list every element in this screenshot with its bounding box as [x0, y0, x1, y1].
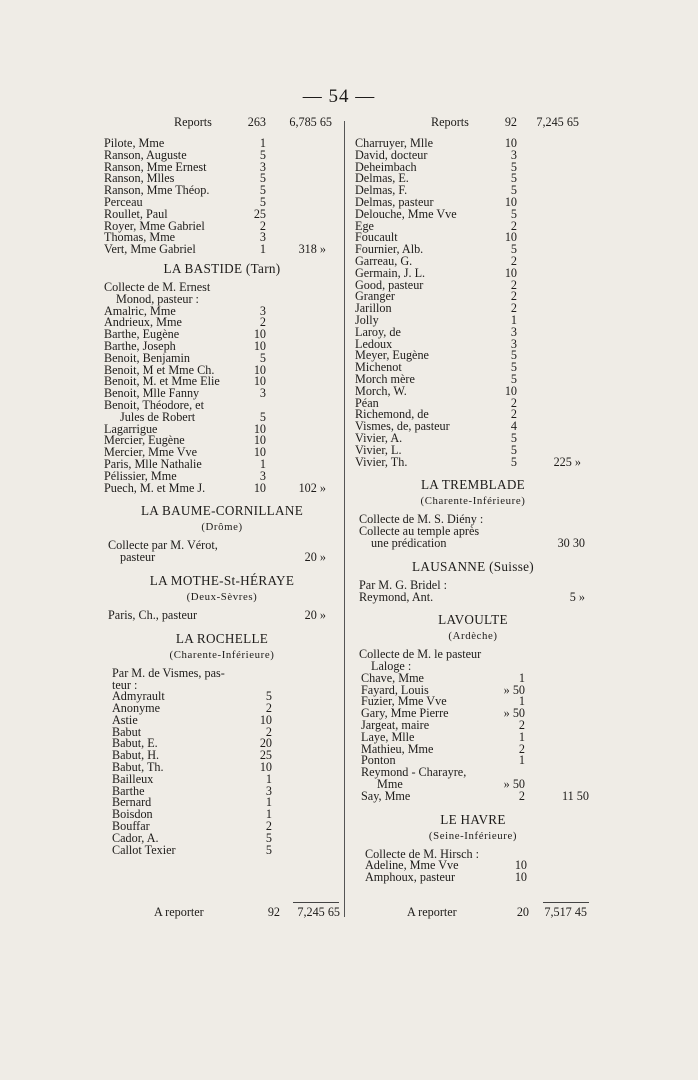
contributor-amount: 1: [518, 729, 525, 744]
page-number: — 54 —: [302, 86, 376, 107]
contributor-name: Say, Mme: [361, 788, 411, 803]
contributor-amount: 5: [510, 442, 517, 457]
contributor-row: [355, 383, 591, 398]
a-reporter-qty: 92: [267, 905, 280, 919]
contributor-name: Benoit, Théodore, et: [104, 397, 204, 412]
contributor-name: Delmas, F.: [355, 183, 408, 198]
collecte-line-row: [104, 552, 340, 564]
contributor-amount: 10: [253, 327, 266, 342]
a-reporter-qty: 20: [516, 905, 529, 919]
contributor-amount: 10: [504, 230, 517, 245]
contributor-amount: 2: [265, 819, 272, 834]
contributor-amount: 3: [259, 468, 266, 483]
contributor-name: Paris, Mlle Nathalie: [104, 456, 202, 471]
contributor-name: Fuzier, Mme Vve: [361, 694, 447, 709]
contributor-amount: 4: [510, 419, 517, 434]
contributor-row: [355, 788, 591, 803]
contributor-name: Puech, M. et Mme J.: [104, 480, 206, 495]
contributor-amount: 3: [510, 324, 517, 339]
contributor-name: Benoit, M et Mme Ch.: [104, 362, 215, 377]
contributor-name: Bailleux: [112, 771, 154, 786]
contributor-name: Thomas, Mme: [104, 230, 176, 245]
contributor-amount: 3: [259, 230, 266, 245]
contributor-name: Paris, Ch., pasteur: [108, 607, 198, 622]
collecte-line: Collecte de M. S. Diény :: [359, 512, 484, 527]
contributor-amount: 3: [265, 783, 272, 798]
amount-total: 20 »: [304, 607, 326, 622]
lavoulte-list: [355, 670, 591, 803]
contributor-amount: 5: [259, 147, 266, 162]
contributor-name: Vert, Mme Gabriel: [104, 242, 196, 257]
contributor-amount: 3: [510, 147, 517, 162]
contributor-name: Mercier, Mme Vve: [104, 445, 198, 460]
contributor-amount: 25: [259, 748, 272, 763]
contributor-amount: 5: [510, 371, 517, 386]
contributor-name: Cador, A.: [112, 830, 159, 845]
contributor-amount: 3: [259, 159, 266, 174]
contributor-name: Callot Texier: [112, 842, 176, 857]
intro-line: teur :: [112, 677, 138, 692]
contributor-name: Ranson, Mme Théop.: [104, 183, 210, 198]
contributor-name: Mercier, Eugène: [104, 433, 185, 448]
contributor-amount: 5: [259, 409, 266, 424]
contributor-amount: 10: [253, 374, 266, 389]
collecte-line: Collecte au temple après: [359, 524, 480, 539]
contributor-name: Babut, Th.: [112, 760, 164, 775]
contributor-name: Barthe, Eugène: [104, 327, 180, 342]
section-subtitle: (Seine-Inférieure): [428, 829, 518, 842]
contributor-name: Anonyme: [112, 701, 161, 716]
contributor-name: Vivier, Th.: [355, 454, 408, 469]
section-subtitle: (Charente-Inférieure): [169, 648, 275, 661]
contributor-amount: 5: [259, 183, 266, 198]
contributor-name: Boisdon: [112, 807, 153, 822]
contributor-amount: 10: [504, 265, 517, 280]
contributor-name: Barthe: [112, 783, 145, 798]
contributor-name: Vivier, A.: [355, 430, 403, 445]
contributor-name: Pilote, Mme: [104, 136, 165, 150]
amount-total: 20 »: [304, 550, 326, 565]
right-footer: [355, 905, 591, 921]
a-reporter-label: A reporter: [407, 905, 457, 919]
left-contributor-list: [104, 138, 340, 256]
contributor-name: Ponton: [361, 753, 396, 768]
contributor-name: Granger: [355, 289, 395, 304]
contributor-amount: 5: [259, 171, 266, 186]
contributor-name: Jules de Robert: [120, 409, 196, 424]
contributor-name: Fayard, Louis: [361, 682, 429, 697]
la-bastide-list: [104, 303, 340, 495]
contributor-name: Jolly: [355, 312, 379, 327]
contributor-name: Gary, Mme Pierre: [361, 706, 449, 721]
contributor-name: Benoit, Benjamin: [104, 350, 190, 365]
contributor-amount: 1: [518, 670, 525, 685]
contributor-name: Delmas, E.: [355, 171, 409, 186]
contributor-amount: 3: [259, 303, 266, 318]
contributor-amount: 10: [514, 870, 527, 885]
contributor-amount: 1: [265, 795, 272, 810]
a-reporter-total: 7,245 65: [297, 905, 340, 919]
contributor-amount: 2: [510, 253, 517, 268]
contributor-name: Delouche, Mme Vve: [355, 206, 457, 221]
contributor-amount: 20: [259, 736, 272, 751]
contributor-row: [104, 842, 340, 857]
contributor-row: [355, 206, 591, 221]
contributor-amount: 5: [510, 183, 517, 198]
contributor-name: Ranson, Mme Ernest: [104, 159, 207, 174]
intro-line: Collecte de M. Hirsch :: [365, 846, 480, 861]
contributor-amount: 10: [514, 858, 527, 873]
collecte-line: Par M. G. Bridel :: [359, 577, 448, 592]
contributor-name: Pélissier, Mme: [104, 468, 177, 483]
a-reporter-total: 7,517 45: [544, 905, 587, 919]
left-footer: [104, 905, 340, 921]
contributor-amount: 5: [510, 454, 517, 469]
contributor-amount: 1: [259, 456, 266, 471]
contributor-amount: 5: [510, 159, 517, 174]
contributor-name: Astie: [112, 712, 138, 727]
intro-line: Collecte de M. Ernest: [104, 279, 211, 294]
contributor-amount: 5: [510, 360, 517, 375]
contributor-amount: 10: [259, 760, 272, 775]
contributor-row: [104, 480, 340, 495]
intro-line: Laloge :: [371, 659, 412, 674]
contributor-name: Morch, W.: [355, 383, 407, 398]
contributor-name: Bernard: [112, 795, 152, 810]
contributor-amount: 5: [510, 171, 517, 186]
contributor-amount: 1: [518, 753, 525, 768]
section-subtitle: (Deux-Sèvres): [186, 590, 258, 603]
contributor-amount: 5: [265, 689, 272, 704]
contributor-amount: 1: [265, 807, 272, 822]
collecte-line-row: [355, 535, 591, 550]
contributor-row: [104, 244, 340, 256]
contributor-name: Meyer, Eugène: [355, 348, 429, 363]
contributor-name: Reymond - Charayre,: [361, 765, 467, 780]
contributor-amount: 1: [510, 312, 517, 327]
right-column: [355, 117, 591, 884]
contributor-name: Roullet, Paul: [104, 206, 168, 221]
section-title-lavoulte: LAVOULTE: [438, 612, 508, 628]
contributor-name: Mme: [377, 777, 403, 792]
contributor-row: [355, 872, 591, 884]
contributor-amount: 5: [510, 430, 517, 445]
contributor-row: [355, 589, 591, 604]
right-reports-header: [355, 117, 591, 133]
section-title-la-tremblade: LA TREMBLADE: [420, 477, 526, 493]
contributor-name: Morch mère: [355, 371, 415, 386]
contributor-name: Péan: [355, 395, 379, 410]
contributor-amount: » 50: [503, 682, 525, 697]
section-title-lausanne: LAUSANNE (Suisse): [412, 558, 534, 574]
contributor-amount: 2: [510, 301, 517, 316]
contributor-name: Germain, J. L.: [355, 265, 426, 280]
right-contributor-list: [355, 138, 591, 468]
right-reports-qty: 92: [504, 115, 517, 129]
footer-rule: [293, 902, 339, 903]
contributor-amount: 10: [253, 421, 266, 436]
contributor-amount: 2: [510, 289, 517, 304]
right-reports-total: 7,245 65: [536, 115, 579, 129]
contributor-amount: 5: [510, 348, 517, 363]
contributor-name: Foucault: [355, 230, 398, 245]
left-reports-qty: 263: [247, 115, 266, 129]
contributor-amount: 2: [259, 315, 266, 330]
la-rochelle-list: [104, 691, 340, 856]
contributor-row: [355, 303, 591, 315]
contributor-name: Ranson, Auguste: [104, 147, 187, 162]
contributor-row: [104, 703, 340, 715]
collecte-line: Collecte par M. Vérot,: [108, 538, 218, 553]
contributor-name: Lagarrigue: [104, 421, 158, 436]
contributor-amount: 2: [518, 788, 525, 803]
section-subtitle: (Charente-Inférieure): [420, 495, 526, 508]
contributor-amount: 10: [259, 712, 272, 727]
left-reports-header: [104, 117, 340, 133]
contributor-name: Garreau, G.: [355, 253, 413, 268]
contributor-name: Ege: [355, 218, 374, 233]
contributor-name: Bouffar: [112, 819, 150, 834]
contributor-amount: 10: [253, 445, 266, 460]
contributor-name: Richemond, de: [355, 407, 429, 422]
amount-total: 5 »: [569, 589, 585, 604]
contributor-amount: 2: [265, 701, 272, 716]
contributor-name: Laroy, de: [355, 324, 401, 339]
contributor-name: Babut, E.: [112, 736, 158, 751]
column-divider: [344, 121, 345, 917]
contributor-amount: 3: [259, 386, 266, 401]
subtotal-amount: 102 »: [298, 480, 326, 495]
footer-rule: [543, 902, 589, 903]
contributor-amount: 1: [518, 694, 525, 709]
contributor-amount: 5: [510, 242, 517, 257]
contributor-amount: 1: [259, 242, 266, 257]
contributor-amount: 25: [253, 206, 266, 221]
contributor-amount: 5: [265, 830, 272, 845]
contributor-amount: 10: [504, 194, 517, 209]
subtotal-amount: 318 »: [298, 242, 326, 257]
intro-line: Collecte de M. le pasteur: [359, 647, 482, 662]
contributor-name: Andrieux, Mme: [104, 315, 182, 330]
contributor-amount: » 50: [503, 777, 525, 792]
contributor-name: Chave, Mme: [361, 670, 424, 685]
contributor-name: Jargeat, maire: [361, 718, 430, 733]
contributor-name: Admyrault: [112, 689, 165, 704]
contributor-amount: 10: [253, 338, 266, 353]
contributor-row: [104, 607, 340, 622]
a-reporter-label: A reporter: [154, 905, 204, 919]
section-title-la-bastide: LA BASTIDE (Tarn): [163, 260, 281, 276]
contributor-name: Laye, Mlle: [361, 729, 415, 744]
intro-line: Par M. de Vismes, pas-: [112, 665, 225, 680]
contributor-name: Michenot: [355, 360, 402, 375]
contributor-name: Deheimbach: [355, 159, 417, 174]
contributor-amount: 2: [259, 218, 266, 233]
contributor-amount: 5: [510, 206, 517, 221]
contributor-amount: 1: [259, 136, 266, 150]
section-title-la-mothe: LA MOTHE-St-HÉRAYE: [149, 572, 295, 588]
left-reports-label: Reports: [174, 115, 212, 129]
contributor-name: Reymond, Ant.: [359, 589, 434, 604]
contributor-name: Good, pasteur: [355, 277, 424, 292]
left-reports-total: 6,785 65: [289, 115, 332, 129]
right-reports-label: Reports: [431, 115, 469, 129]
contributor-amount: 1: [265, 771, 272, 786]
contributor-amount: » 50: [503, 706, 525, 721]
contributor-amount: 10: [504, 136, 517, 150]
subtotal-amount: 225 »: [553, 454, 581, 469]
contributor-amount: 5: [265, 842, 272, 857]
amount-total: 30 30: [557, 535, 585, 550]
contributor-name: Ranson, Mlles: [104, 171, 175, 186]
contributor-name: Mathieu, Mme: [361, 741, 434, 756]
left-column: [104, 117, 340, 856]
contributor-name: Vivier, L.: [355, 442, 402, 457]
contributor-name: Fournier, Alb.: [355, 242, 424, 257]
contributor-name: Vismes, de, pasteur: [355, 419, 450, 434]
contributor-amount: 2: [510, 407, 517, 422]
contributor-name: Barthe, Joseph: [104, 338, 176, 353]
contributor-amount: 2: [510, 218, 517, 233]
contributor-amount: 2: [518, 741, 525, 756]
contributor-amount: 2: [510, 277, 517, 292]
contributor-name: Amalric, Mme: [104, 303, 176, 318]
intro-line: Monod, pasteur :: [116, 291, 199, 306]
contributor-amount: 2: [510, 395, 517, 410]
collecte-line: une prédication: [371, 535, 447, 550]
section-subtitle: (Drôme): [201, 521, 243, 534]
section-title-la-rochelle: LA ROCHELLE: [175, 630, 269, 646]
contributor-name: Benoit, Mlle Fanny: [104, 386, 200, 401]
le-havre-list: [355, 860, 591, 884]
contributor-amount: 2: [265, 724, 272, 739]
section-subtitle: (Ardèche): [448, 630, 498, 643]
section-title-la-baume: LA BAUME-CORNILLANE: [140, 503, 304, 519]
contributor-amount: 3: [510, 336, 517, 351]
contributor-name: Amphoux, pasteur: [365, 870, 456, 885]
contributor-name: Charruyer, Mlle: [355, 136, 434, 150]
contributor-name: Ledoux: [355, 336, 393, 351]
contributor-name: Babut, H.: [112, 748, 160, 763]
contributor-amount: 10: [253, 362, 266, 377]
contributor-name: Adeline, Mme Vve: [365, 858, 459, 873]
collecte-line: pasteur: [120, 550, 156, 565]
contributor-amount: 5: [259, 194, 266, 209]
section-title-le-havre: LE HAVRE: [440, 811, 506, 827]
contributor-amount: 10: [253, 433, 266, 448]
contributor-name: Jarillon: [355, 301, 392, 316]
contributor-name: Benoit, M. et Mme Elie: [104, 374, 220, 389]
contributor-amount: 2: [518, 718, 525, 733]
contributor-amount: 5: [259, 350, 266, 365]
subtotal-amount: 11 50: [562, 788, 589, 803]
contributor-row: [355, 454, 591, 469]
contributor-amount: 10: [253, 480, 266, 495]
contributor-name: David, docteur: [355, 147, 428, 162]
contributor-amount: 10: [504, 383, 517, 398]
contributor-name: Perceau: [104, 194, 143, 209]
contributor-name: Royer, Mme Gabriel: [104, 218, 205, 233]
contributor-name: Delmas, pasteur: [355, 194, 434, 209]
contributor-name: Babut: [112, 724, 142, 739]
